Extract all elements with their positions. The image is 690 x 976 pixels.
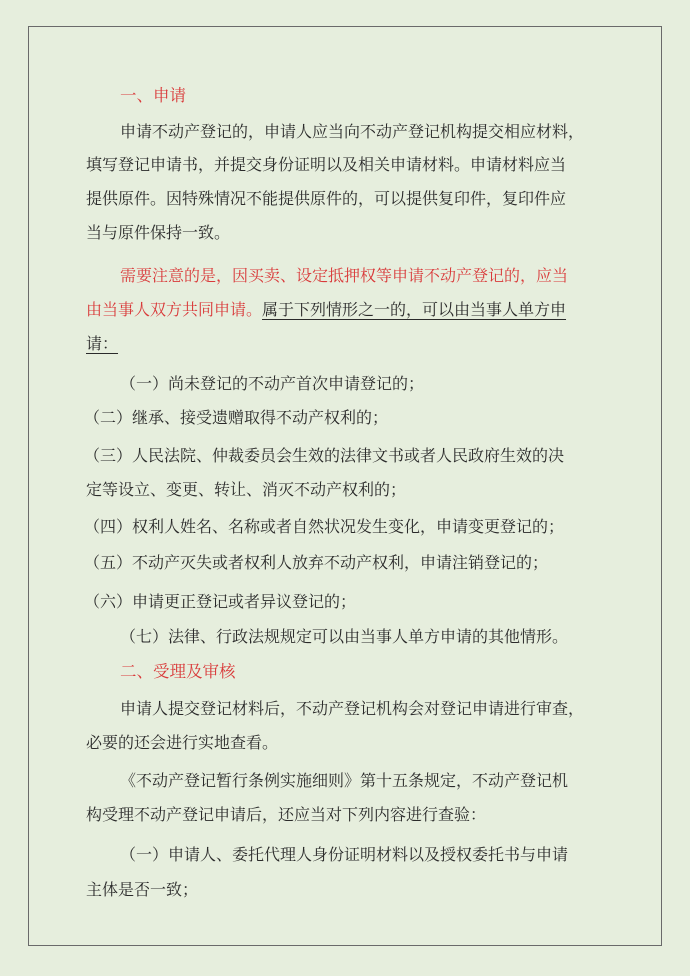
paragraph-line: 当与原件保持一致。	[86, 223, 231, 242]
paragraph-line: 必要的还会进行实地查看。	[86, 733, 279, 752]
list-item: （五）不动产灭失或者权利人放弃不动产权利，申请注销登记的；	[84, 553, 549, 572]
paragraph-line: 填写登记申请书，并提交身份证明以及相关申请材料。申请材料应当	[86, 155, 567, 174]
list-item: （六）申请更正登记或者异议登记的；	[84, 592, 357, 611]
highlight-line: 需要注意的是，因买卖、设定抵押权等申请不动产登记的，应当	[120, 266, 569, 285]
list-item: （一）尚未登记的不动产首次申请登记的；	[120, 374, 425, 393]
paragraph-line: 提供原件。因特殊情况不能提供原件的，可以提供复印件，复印件应	[86, 189, 567, 208]
list-item: （七）法律、行政法规规定可以由当事人单方申请的其他情形。	[120, 627, 569, 646]
underlined-text: 属于下列情形之一的，可以由当事人单方申	[262, 300, 567, 319]
paragraph-line: 《不动产登记暂行条例实施细则》第十五条规定，不动产登记机	[120, 771, 569, 790]
paragraph-line: 申请人提交登记材料后，不动产登记机构会对登记申请进行审查，	[120, 699, 585, 718]
list-item: （二）继承、接受遗赠取得不动产权利的；	[84, 408, 389, 427]
highlight-text: 由当事人双方共同申请。	[86, 300, 263, 319]
paragraph-line: 申请不动产登记的，申请人应当向不动产登记机构提交相应材料，	[120, 122, 585, 141]
mixed-line	[86, 298, 566, 322]
list-item: （三）人民法院、仲裁委员会生效的法律文书或者人民政府生效的决	[84, 446, 565, 465]
paragraph-line: （一）申请人、委托代理人身份证明材料以及授权委托书与申请	[120, 845, 569, 864]
section-2-heading: 二、受理及审核	[120, 662, 236, 681]
list-item: 定等设立、变更、转让、消灭不动产权利的；	[86, 480, 407, 499]
paragraph-line: 主体是否一致；	[86, 880, 199, 899]
list-item: （四）权利人姓名、名称或者自然状况发生变化，申请变更登记的；	[84, 517, 565, 536]
underlined-text: 请：	[86, 334, 119, 353]
section-1-heading: 一、申请	[120, 86, 186, 105]
paragraph-line: 构受理不动产登记申请后，还应当对下列内容进行查验：	[86, 805, 487, 824]
